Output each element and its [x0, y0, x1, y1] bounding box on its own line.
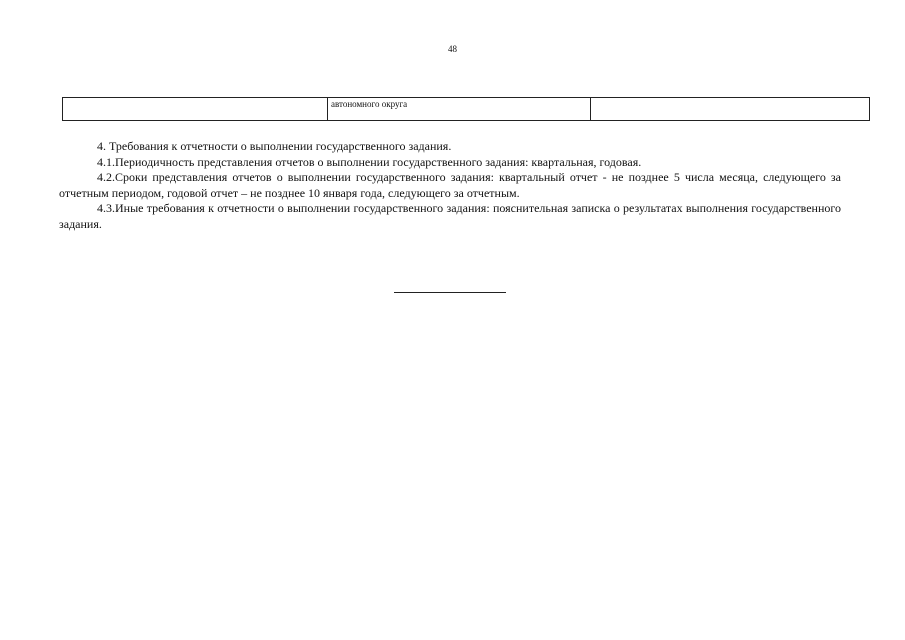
table-cell-3: [591, 98, 870, 121]
table-fragment: [62, 97, 870, 121]
table-cell-2: автономного округа: [328, 98, 591, 121]
paragraph-4-3: 4.3.Иные требования к отчетности о выполнении государственного задания: пояснительная записка о результатах выполнения государственного задания.: [59, 201, 841, 231]
table-row: [63, 98, 870, 121]
section-content: [59, 139, 841, 233]
table-cell-1: [63, 98, 328, 121]
paragraph-4-2: 4.2.Сроки представления отчетов о выполнении государственного задания: квартальный отчет - не позднее 5 числа месяца, следующего за отчетным периодом, годовой отчет – не позднее 10 января года, следующего за отчетным.: [59, 170, 841, 200]
page-number: 48: [448, 44, 457, 54]
end-divider: [394, 292, 506, 293]
paragraph-4-1: 4.1.Периодичность представления отчетов о выполнении государственного задания: квартальная, годовая.: [97, 154, 642, 169]
section-heading: 4. Требования к отчетности о выполнении государственного задания.: [97, 139, 452, 153]
